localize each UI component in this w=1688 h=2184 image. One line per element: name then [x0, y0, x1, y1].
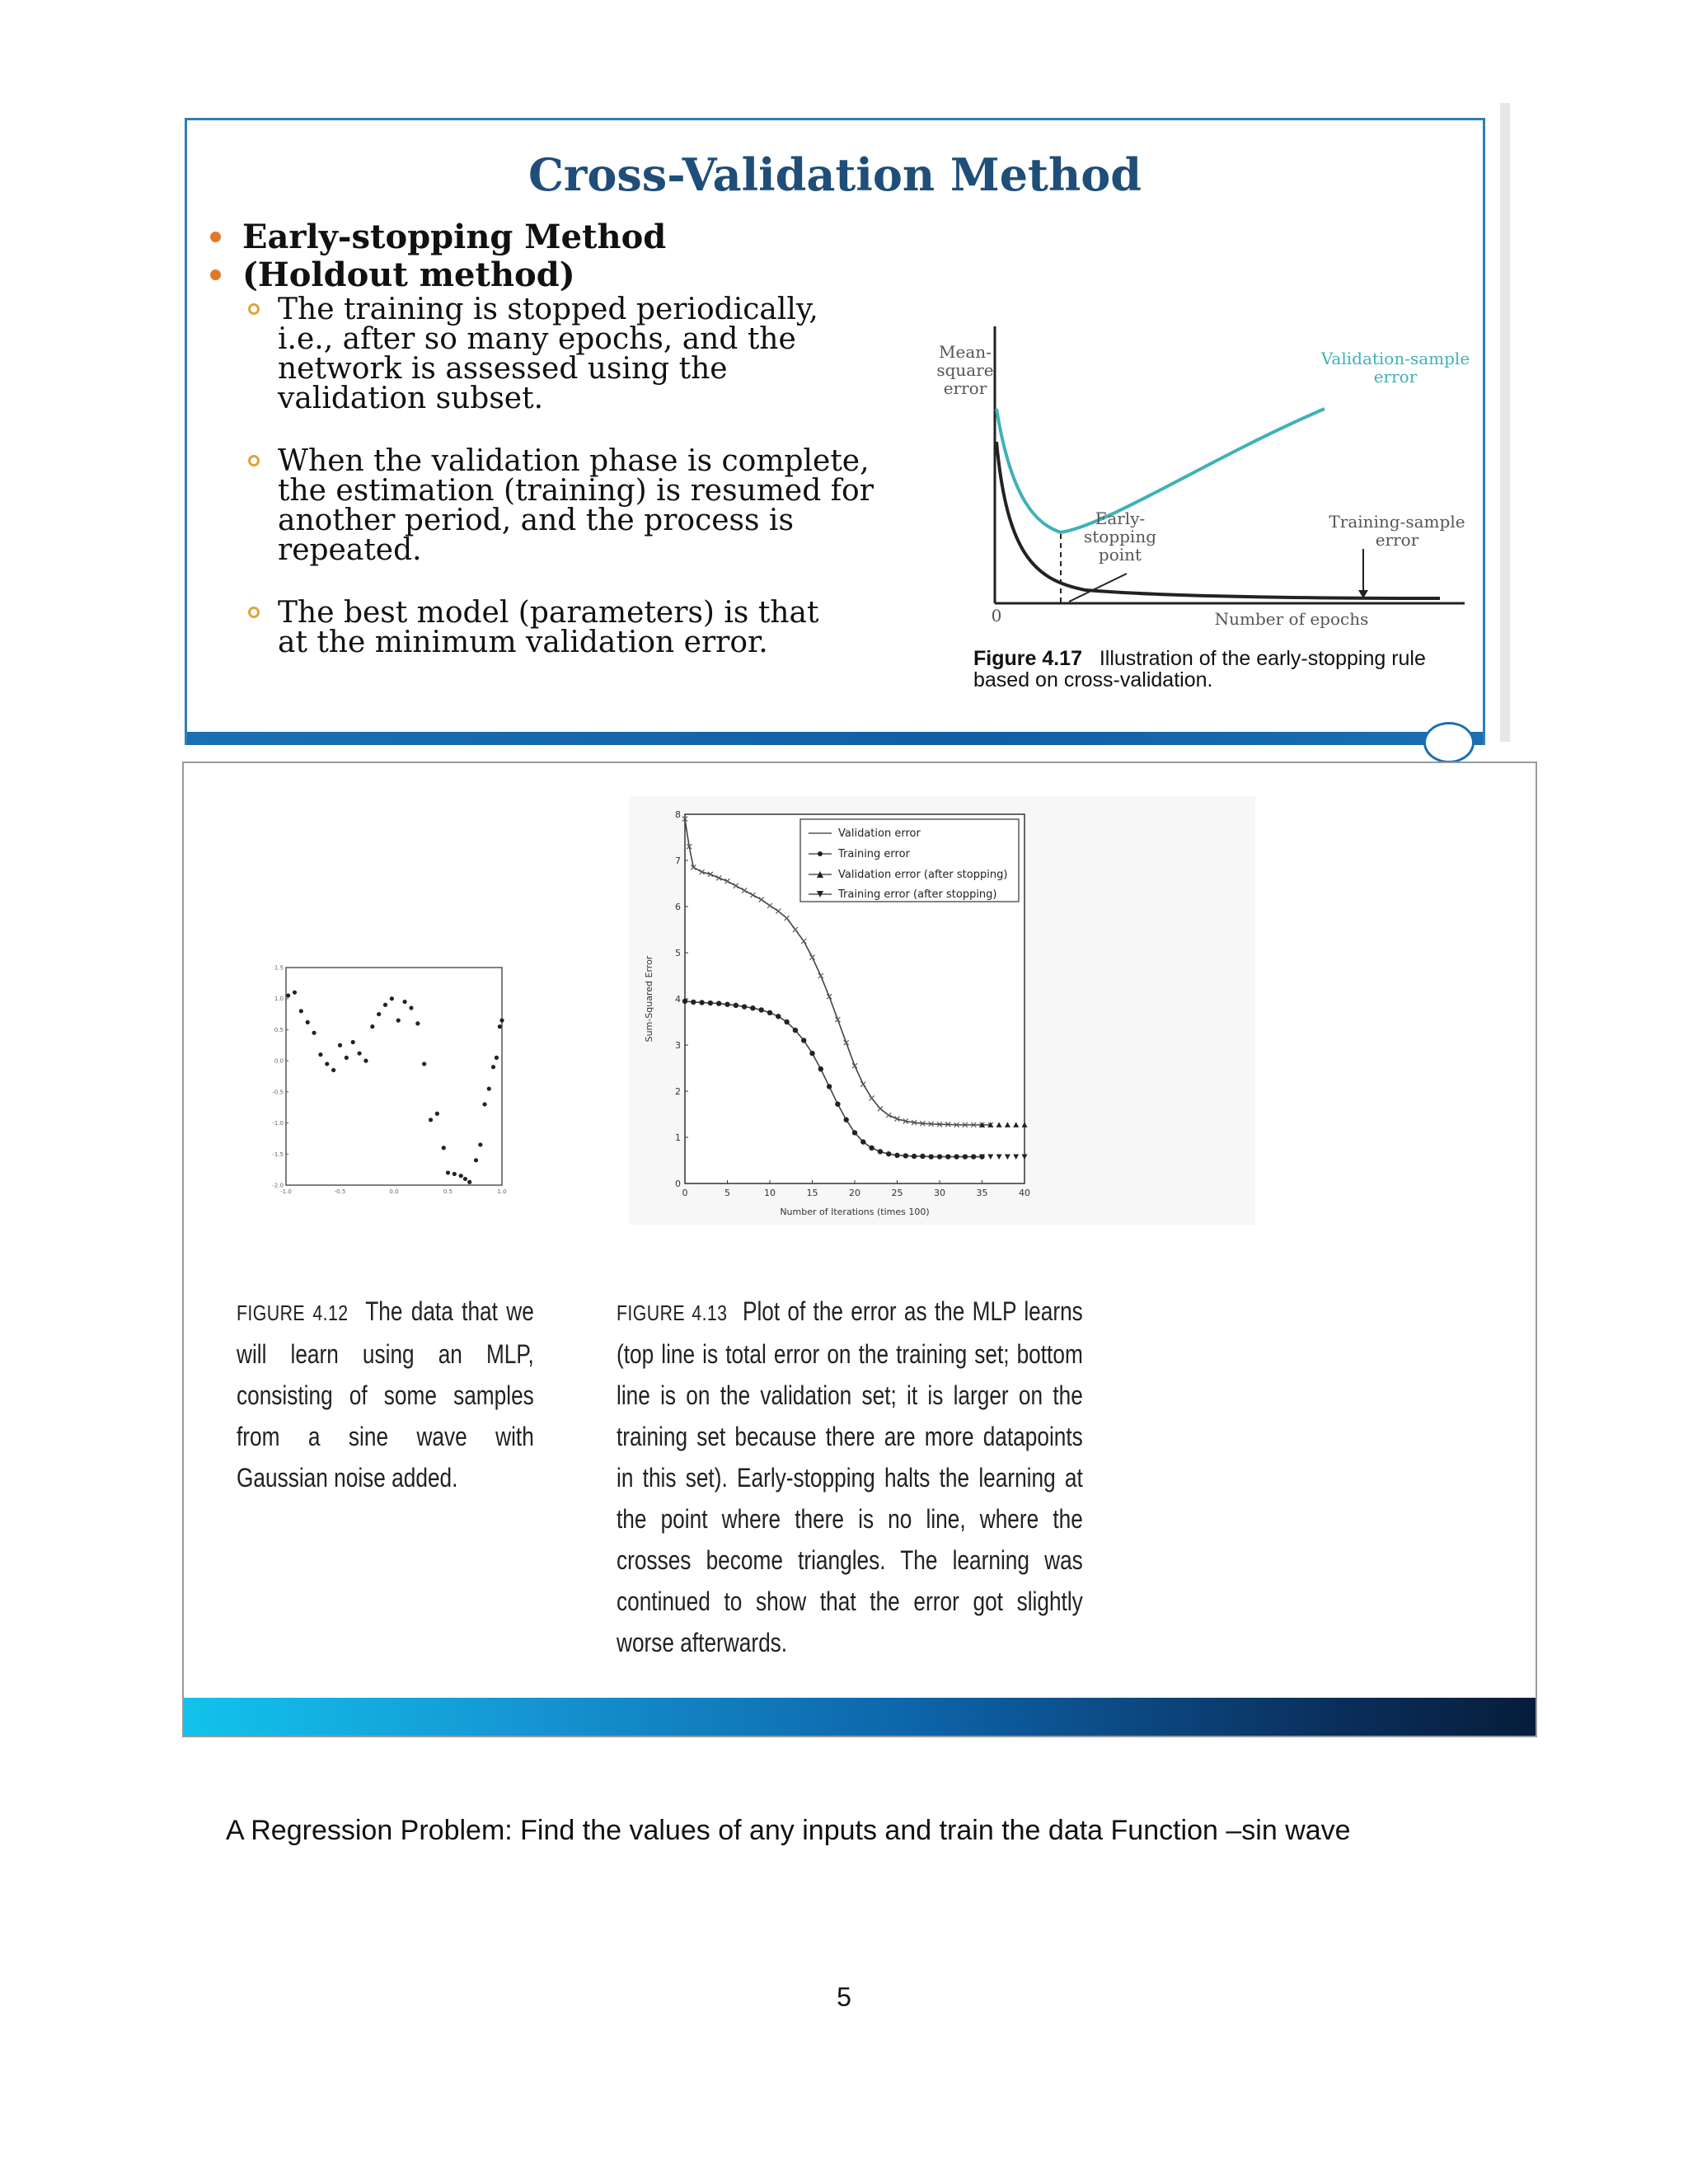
data-point: [377, 1012, 381, 1016]
fig13-ytick: 0: [675, 1179, 681, 1189]
subbullet-3: The best model (parameters) is that at the minimum validation error.: [248, 598, 855, 658]
fig12-xtick: 1.0: [497, 1188, 507, 1195]
training-error-point: [929, 1154, 934, 1159]
validation-label-2: error: [1373, 367, 1418, 387]
legend-item-2: Validation error (after stopping): [838, 869, 1008, 881]
early-stopping-diagram: [896, 318, 1473, 629]
fig12-ytick: 0.5: [274, 1026, 284, 1033]
early-label-2: stopping: [1083, 527, 1157, 546]
bullet-early-stopping: Early-stopping Method: [210, 218, 666, 256]
fig13-ytick: 8: [675, 809, 681, 820]
data-point: [491, 1065, 495, 1069]
figure-4-13-error-plot: [629, 796, 1255, 1225]
training-error-point: [860, 1139, 865, 1144]
figure-caption: Figure 4.17 Illustration of the early-stopping rule based on cross-validation.: [973, 647, 1426, 691]
data-point: [351, 1040, 355, 1044]
training-error-point: [963, 1154, 968, 1159]
training-error-point: [809, 1051, 814, 1056]
training-error-point: [784, 1019, 789, 1024]
data-point: [435, 1112, 439, 1116]
data-point: [498, 1024, 502, 1029]
fig13-xtick: 40: [1019, 1188, 1030, 1198]
data-point: [390, 996, 394, 1001]
fig13-ytick: 4: [675, 994, 681, 1005]
data-point: [446, 1170, 450, 1174]
training-error-point: [954, 1154, 959, 1159]
fig12-ytick: 1.0: [274, 996, 284, 1003]
training-error-point: [920, 1154, 925, 1159]
data-point: [325, 1062, 329, 1066]
training-error-point: [767, 1010, 772, 1015]
training-error-point: [937, 1154, 942, 1159]
data-point: [403, 1000, 407, 1004]
fig13-ytick: 2: [675, 1086, 681, 1097]
data-point: [495, 1056, 499, 1060]
training-error-point: [724, 1002, 729, 1007]
data-point: [499, 1019, 504, 1023]
ylabel-line-2: square: [936, 360, 994, 380]
data-point: [363, 1059, 368, 1063]
data-point: [293, 991, 297, 995]
data-point: [478, 1142, 482, 1146]
legend-marker: [818, 851, 823, 856]
ylabel-line-1: Mean-: [939, 342, 992, 362]
data-point: [286, 993, 290, 997]
data-point: [306, 1020, 310, 1024]
fig13-xtick: 0: [682, 1188, 688, 1198]
fig13-xtick: 25: [891, 1188, 903, 1198]
slide-title: Cross-Validation Method: [528, 148, 1142, 201]
training-error-point: [835, 1101, 840, 1106]
legend-item-1: Training error: [838, 848, 910, 860]
training-error-point: [878, 1149, 883, 1154]
validation-curve: [996, 409, 1325, 532]
legend-item-0: Validation error: [838, 827, 921, 840]
fig12-ytick: -1.0: [272, 1120, 284, 1127]
training-error-point: [716, 1001, 721, 1005]
bullet-holdout: (Holdout method): [210, 255, 575, 294]
training-label-1: Training-sample: [1329, 512, 1465, 532]
data-point: [409, 1005, 413, 1010]
ring-bullet-icon: [248, 455, 260, 466]
bullet-dot-icon: [210, 269, 221, 280]
data-point: [383, 1003, 387, 1007]
figure-4-12-scatter: [261, 961, 509, 1200]
training-error-point: [818, 1066, 823, 1071]
data-point: [338, 1043, 342, 1047]
data-point: [474, 1158, 478, 1162]
fig13-xtick: 10: [764, 1188, 776, 1198]
plot-frame: [286, 968, 502, 1185]
training-error-point: [894, 1153, 899, 1158]
training-error-point: [971, 1154, 976, 1159]
ring-bullet-icon: [248, 303, 260, 315]
validation-label-1: Validation-sample: [1320, 349, 1470, 368]
xlabel: Number of epochs: [1214, 609, 1369, 629]
legend: [800, 819, 1019, 902]
slide-footer-gradient: [184, 1698, 1536, 1736]
data-point: [331, 1068, 335, 1072]
ring-bullet-icon: [248, 607, 260, 618]
training-error-point: [903, 1153, 908, 1158]
fig12-ytick: -0.5: [272, 1089, 284, 1096]
early-label-3: point: [1098, 545, 1142, 565]
slide-shadow: [1500, 103, 1510, 742]
training-error-point: [759, 1007, 764, 1012]
fig13-ylabel: Sum-Squared Error: [644, 955, 654, 1043]
training-error-point: [750, 1005, 755, 1010]
training-label-2: error: [1375, 530, 1419, 550]
data-point: [467, 1180, 471, 1184]
training-error-point: [827, 1084, 832, 1089]
data-point: [422, 1062, 426, 1066]
data-point: [370, 1024, 374, 1029]
fig12-ytick: 1.5: [274, 964, 284, 972]
fig13-ytick: 5: [675, 948, 681, 958]
training-error-point: [734, 1003, 738, 1008]
body-paragraph: A Regression Problem: Find the values of any inputs and train the data Function –sin wave: [226, 1815, 1351, 1846]
subbullet-2: When the validation phase is complete, the estimation (training) is resumed for another period, and the process is repeated.: [248, 447, 904, 565]
legend-item-3: Training error (after stopping): [838, 888, 997, 901]
fig13-ytick: 3: [675, 1040, 681, 1051]
ylabel-line-3: error: [943, 378, 987, 398]
fig12-ytick: -1.5: [272, 1151, 284, 1158]
bullet-dot-icon: [210, 232, 221, 242]
fig13-ytick: 1: [675, 1132, 681, 1143]
fig12-xtick: 0.5: [443, 1188, 453, 1195]
fig13-ytick: 7: [675, 855, 681, 866]
training-error-point: [945, 1154, 950, 1159]
data-point: [396, 1019, 401, 1023]
training-error-point: [708, 1001, 713, 1005]
data-point: [357, 1051, 361, 1055]
data-point: [429, 1118, 433, 1122]
fig12-xtick: 0.0: [389, 1188, 399, 1195]
page-number: 5: [837, 1982, 851, 2012]
slide-number-badge: [1423, 722, 1475, 763]
fig13-ytick: 6: [675, 902, 681, 912]
fig13-xtick: 15: [806, 1188, 818, 1198]
fig12-ytick: -2.0: [272, 1182, 284, 1189]
data-point: [482, 1102, 486, 1106]
figure-4-12-caption: FIGURE 4.12 The data that we will learn using an MLP, consisting of some samples from a sine wave with Gaussian noise added.: [237, 1296, 534, 1493]
fig12-xtick: -0.5: [334, 1188, 346, 1195]
fig13-xlabel: Number of Iterations (times 100): [780, 1207, 930, 1217]
data-point: [463, 1177, 467, 1181]
training-error-point: [852, 1130, 857, 1135]
data-point: [487, 1086, 491, 1090]
slide-mlp-figures: [182, 762, 1537, 1737]
fig13-xtick: 30: [934, 1188, 945, 1198]
data-point: [318, 1052, 322, 1057]
data-point: [299, 1009, 303, 1013]
fig13-xtick: 5: [724, 1188, 730, 1198]
data-point: [345, 1056, 349, 1060]
training-error-point: [793, 1028, 798, 1033]
slide-cross-validation: [185, 118, 1485, 745]
training-error-point: [844, 1118, 849, 1122]
fig12-xtick: -1.0: [280, 1188, 292, 1195]
data-point: [442, 1146, 446, 1150]
training-error-point: [742, 1004, 747, 1009]
slide-footer-bar: [187, 732, 1483, 745]
training-error-point: [691, 1000, 696, 1005]
training-error-point: [869, 1146, 874, 1151]
training-error-point: [776, 1014, 781, 1019]
fig13-xtick: 35: [976, 1188, 988, 1198]
training-error-point: [886, 1151, 891, 1156]
subbullet-1: The training is stopped periodically, i.e., after so many epochs, and the network is assessed using the validation subset.: [248, 295, 855, 414]
early-label-1: Early-: [1095, 509, 1146, 528]
data-point: [415, 1021, 420, 1025]
origin-label: 0: [991, 606, 1002, 626]
data-point: [452, 1172, 457, 1176]
fig12-ytick: 0.0: [274, 1057, 284, 1065]
training-error-point: [682, 999, 687, 1004]
figure-4-13-caption: FIGURE 4.13 Plot of the error as the MLP learns (top line is total error on the training set; bottom line is on the validation set; it is larger on the training set because there are more datapoints in this set). Early-stopping halts the learning at the point where there is no line, where the crosses become triangles. The learning was continued to show that the error got slightly worse afterwards.: [617, 1296, 1083, 1657]
training-error-point: [912, 1154, 917, 1159]
data-point: [459, 1174, 463, 1178]
training-error-point: [699, 1000, 704, 1005]
training-error-point: [801, 1038, 806, 1043]
data-point: [312, 1031, 316, 1035]
fig13-xtick: 20: [849, 1188, 860, 1198]
